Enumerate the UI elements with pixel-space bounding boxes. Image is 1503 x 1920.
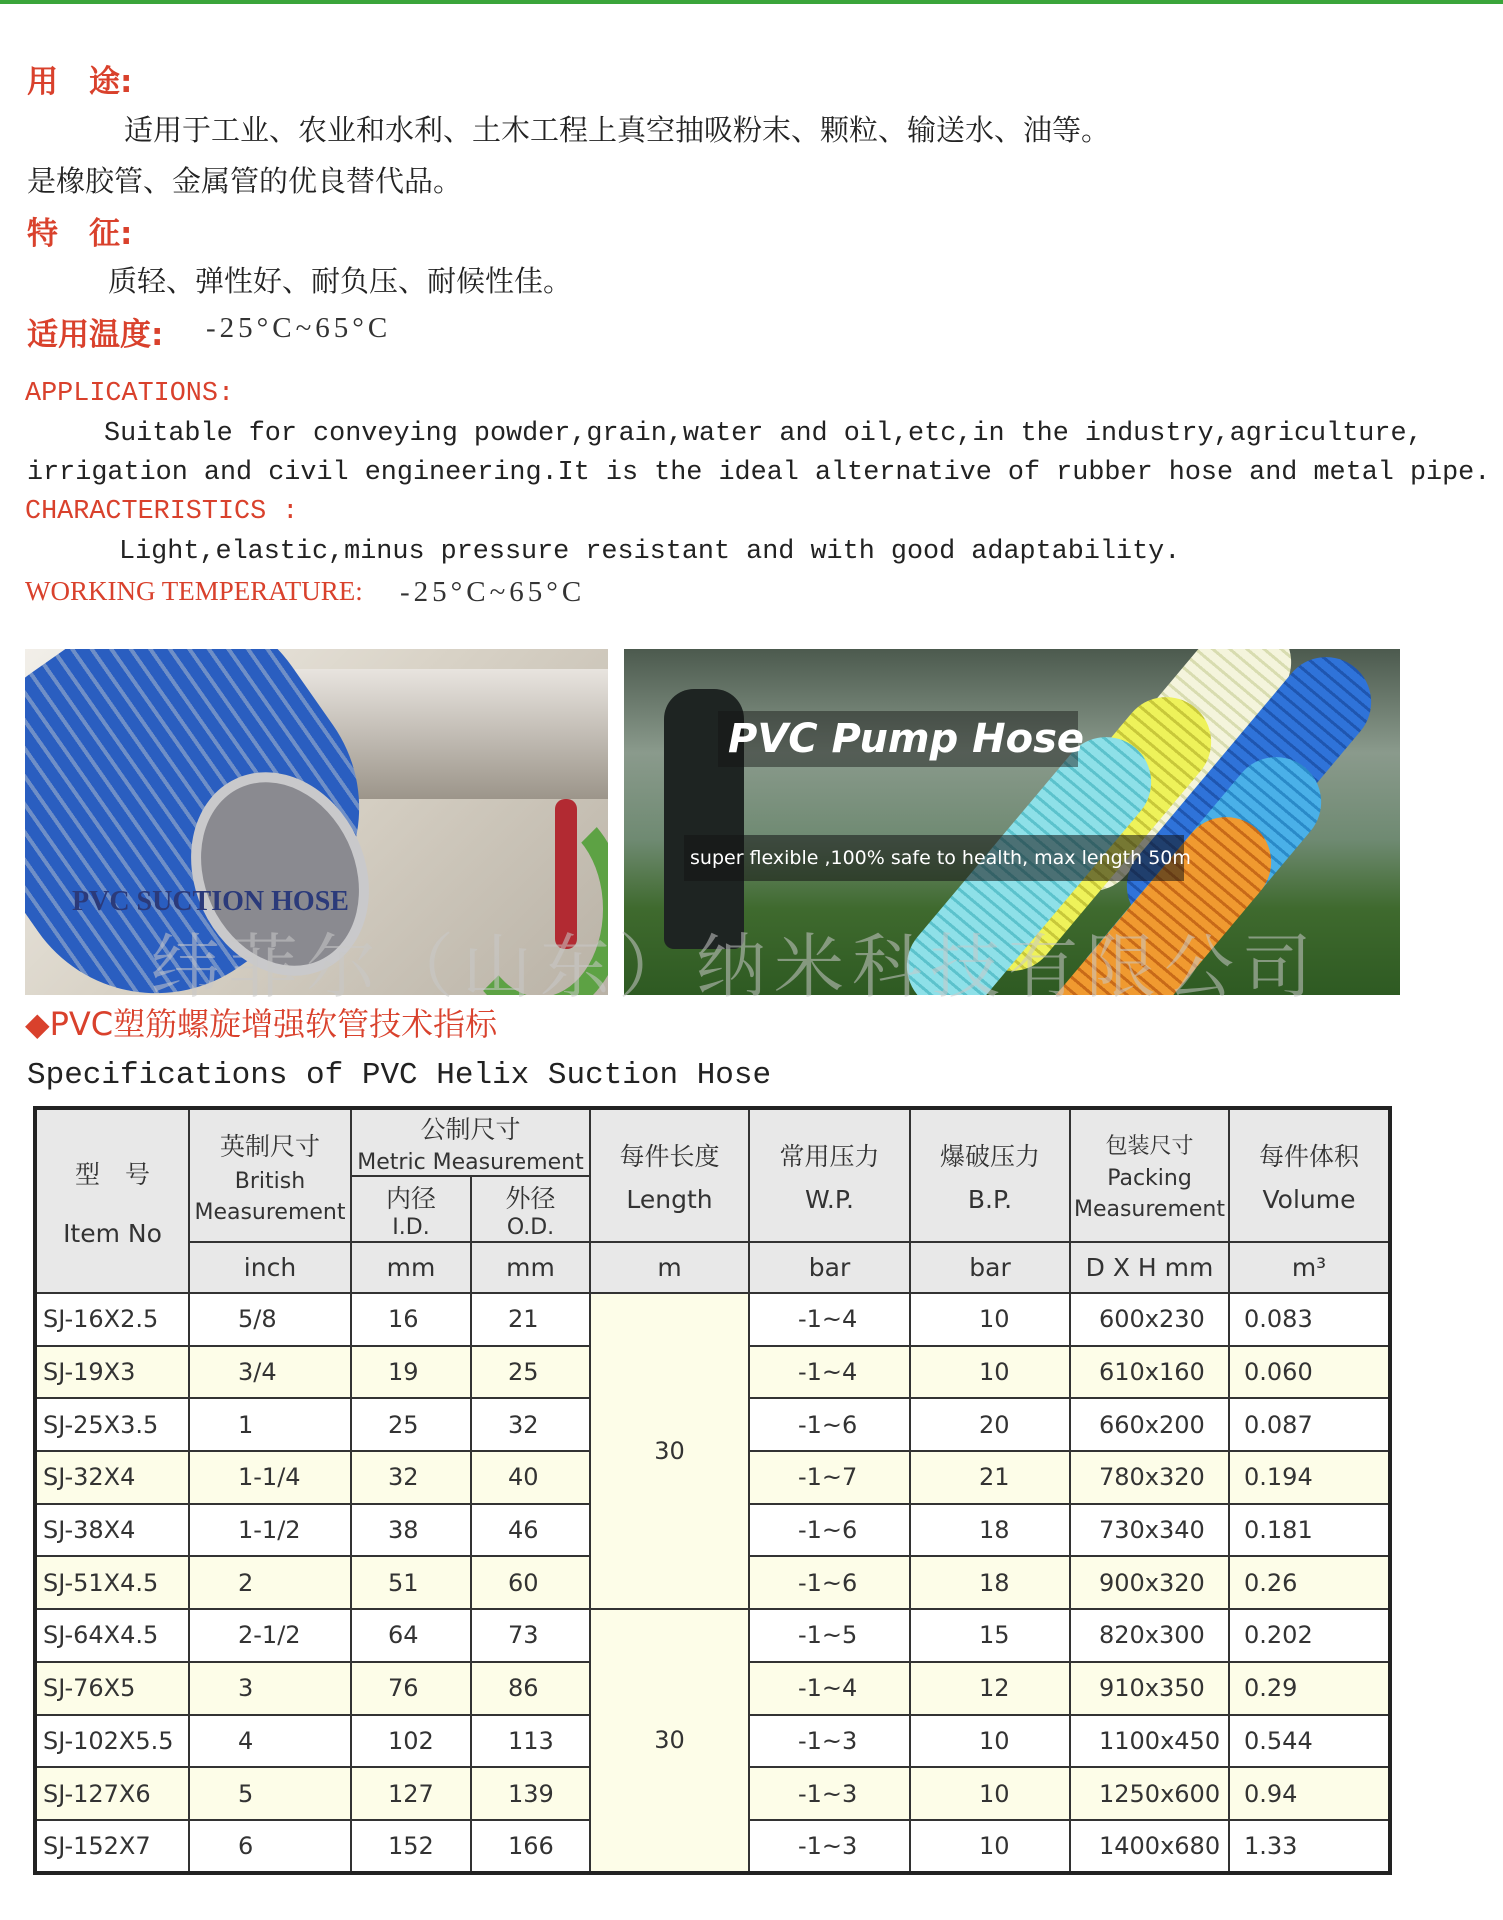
cell-wp: -1~6	[749, 1556, 910, 1609]
cell-bp: 10	[910, 1820, 1070, 1873]
cell-pack: 900x320	[1070, 1556, 1229, 1609]
cell-bp: 10	[910, 1293, 1070, 1346]
cell-vol: 0.202	[1229, 1609, 1390, 1662]
cell-od: 40	[471, 1451, 590, 1504]
cell-od: 139	[471, 1767, 590, 1820]
cell-wp: -1~3	[749, 1820, 910, 1873]
cell-od: 166	[471, 1820, 590, 1873]
cell-od: 60	[471, 1556, 590, 1609]
cell-wp: -1~4	[749, 1293, 910, 1346]
top-divider	[0, 0, 1503, 4]
cell-bp: 18	[910, 1504, 1070, 1557]
characteristics-text: Light,elastic,minus pressure resistant and with good adaptability.	[119, 537, 1181, 567]
cell-vol: 0.29	[1229, 1662, 1390, 1715]
unit-wp-bar: bar	[749, 1242, 910, 1293]
pump-hose-subtitle: super flexible ,100% safe to health, max length 50m	[684, 835, 1184, 881]
temp-value-cn: -25°C~65°C	[206, 312, 392, 344]
spec-table	[33, 1106, 1392, 1875]
cell-pack: 600x230	[1070, 1293, 1229, 1346]
cell-wp: -1~3	[749, 1767, 910, 1820]
cell-vol: 0.26	[1229, 1556, 1390, 1609]
cell-bp: 12	[910, 1662, 1070, 1715]
cell-item: SJ-19X3	[35, 1346, 189, 1399]
cell-pack: 910x350	[1070, 1662, 1229, 1715]
cell-inch: 3	[189, 1662, 351, 1715]
cell-pack: 780x320	[1070, 1451, 1229, 1504]
cell-id: 51	[351, 1556, 471, 1609]
characteristics-label: CHARACTERISTICS :	[25, 497, 299, 527]
spec-title-cn	[25, 1006, 497, 1043]
cell-od: 46	[471, 1504, 590, 1557]
header-british: 英制尺寸 British Measurement	[189, 1108, 351, 1242]
cell-wp: -1~3	[749, 1715, 910, 1768]
cell-bp: 15	[910, 1609, 1070, 1662]
cell-pack: 610x160	[1070, 1346, 1229, 1399]
header-wp: 常用压力 W.P.	[749, 1108, 910, 1242]
table-row	[35, 1293, 1390, 1346]
spec-title-cn-text: PVC塑筋螺旋增强软管技术指标	[49, 1005, 498, 1043]
cell-vol: 1.33	[1229, 1820, 1390, 1873]
cell-pack: 730x340	[1070, 1504, 1229, 1557]
cell-inch: 5/8	[189, 1293, 351, 1346]
cell-id: 25	[351, 1398, 471, 1451]
cell-vol: 0.060	[1229, 1346, 1390, 1399]
cell-od: 25	[471, 1346, 590, 1399]
cell-id: 152	[351, 1820, 471, 1873]
cell-id: 127	[351, 1767, 471, 1820]
feature-text: 质轻、弹性好、耐负压、耐候性佳。	[108, 264, 573, 298]
diamond-icon: ◆	[25, 1005, 50, 1043]
cell-inch: 1	[189, 1398, 351, 1451]
applications-label: APPLICATIONS:	[25, 379, 235, 409]
header-od: 外径 O.D.	[471, 1176, 590, 1242]
cell-id: 19	[351, 1346, 471, 1399]
cell-pack: 660x200	[1070, 1398, 1229, 1451]
unit-packing: D X H mm	[1070, 1242, 1229, 1293]
cell-vol: 0.087	[1229, 1398, 1390, 1451]
cell-wp: -1~6	[749, 1398, 910, 1451]
unit-od-mm: mm	[471, 1242, 590, 1293]
cell-vol: 0.083	[1229, 1293, 1390, 1346]
cell-bp: 18	[910, 1556, 1070, 1609]
header-id: 内径 I.D.	[351, 1176, 471, 1242]
header-length: 每件长度 Length	[590, 1108, 749, 1242]
cell-length: 30	[590, 1609, 749, 1872]
cell-wp: -1~5	[749, 1609, 910, 1662]
header-packing: 包装尺寸 Packing Measurement	[1070, 1108, 1229, 1242]
cell-inch: 2-1/2	[189, 1609, 351, 1662]
cell-item: SJ-32X4	[35, 1451, 189, 1504]
cell-pack: 1100x450	[1070, 1715, 1229, 1768]
cell-item: SJ-51X4.5	[35, 1556, 189, 1609]
cell-item: SJ-38X4	[35, 1504, 189, 1557]
cell-inch: 2	[189, 1556, 351, 1609]
cell-id: 76	[351, 1662, 471, 1715]
cell-od: 86	[471, 1662, 590, 1715]
cell-inch: 1-1/2	[189, 1504, 351, 1557]
cell-inch: 6	[189, 1820, 351, 1873]
unit-inch: inch	[189, 1242, 351, 1293]
cell-inch: 3/4	[189, 1346, 351, 1399]
applications-text-2: irrigation and civil engineering.It is the ideal alternative of rubber hose and metal pipe.	[27, 458, 1491, 488]
cell-bp: 10	[910, 1767, 1070, 1820]
spec-title-en: Specifications of PVC Helix Suction Hose	[27, 1058, 772, 1093]
cell-item: SJ-16X2.5	[35, 1293, 189, 1346]
cell-id: 38	[351, 1504, 471, 1557]
cell-inch: 5	[189, 1767, 351, 1820]
unit-id-mm: mm	[351, 1242, 471, 1293]
use-text-2: 是橡胶管、金属管的优良替代品。	[27, 164, 463, 198]
cell-id: 102	[351, 1715, 471, 1768]
cell-item: SJ-25X3.5	[35, 1398, 189, 1451]
unit-bp-bar: bar	[910, 1242, 1070, 1293]
table-row	[35, 1609, 1390, 1662]
header-bp: 爆破压力 B.P.	[910, 1108, 1070, 1242]
company-watermark: 纬菲尔（山东）纳米科技有限公司	[150, 926, 1320, 1008]
cell-wp: -1~6	[749, 1504, 910, 1557]
cell-od: 73	[471, 1609, 590, 1662]
cell-od: 32	[471, 1398, 590, 1451]
use-label: 用 途:	[27, 64, 133, 100]
cell-inch: 4	[189, 1715, 351, 1768]
unit-volume: m³	[1229, 1242, 1390, 1293]
cell-id: 16	[351, 1293, 471, 1346]
cell-vol: 0.181	[1229, 1504, 1390, 1557]
cell-id: 32	[351, 1451, 471, 1504]
cell-vol: 0.194	[1229, 1451, 1390, 1504]
cell-pack: 1250x600	[1070, 1767, 1229, 1820]
header-item-no: 型 号 Item No	[35, 1108, 189, 1293]
header-metric: 公制尺寸 Metric Measurement	[351, 1108, 590, 1176]
cell-bp: 21	[910, 1451, 1070, 1504]
cell-item: SJ-64X4.5	[35, 1609, 189, 1662]
cell-item: SJ-127X6	[35, 1767, 189, 1820]
cell-item: SJ-76X5	[35, 1662, 189, 1715]
cell-vol: 0.544	[1229, 1715, 1390, 1768]
working-temp-value: -25°C~65°C	[400, 576, 586, 608]
suction-hose-caption: PVC SUCTION HOSE	[72, 886, 349, 917]
cell-pack: 1400x680	[1070, 1820, 1229, 1873]
use-text-1: 适用于工业、农业和水利、土木工程上真空抽吸粉末、颗粒、输送水、油等。	[124, 113, 1111, 147]
temp-label-cn: 适用温度:	[27, 317, 164, 353]
header-volume: 每件体积 Volume	[1229, 1108, 1390, 1242]
cell-vol: 0.94	[1229, 1767, 1390, 1820]
cell-bp: 20	[910, 1398, 1070, 1451]
cell-wp: -1~4	[749, 1662, 910, 1715]
cell-od: 21	[471, 1293, 590, 1346]
working-temp-label: WORKING TEMPERATURE:	[25, 576, 363, 606]
cell-id: 64	[351, 1609, 471, 1662]
cell-item: SJ-102X5.5	[35, 1715, 189, 1768]
pump-hose-title: PVC Pump Hose	[718, 711, 1078, 767]
cell-od: 113	[471, 1715, 590, 1768]
cell-length: 30	[590, 1293, 749, 1609]
cell-inch: 1-1/4	[189, 1451, 351, 1504]
feature-label: 特 征:	[27, 216, 133, 252]
applications-text-1: Suitable for conveying powder,grain,water and oil,etc,in the industry,agriculture,	[104, 419, 1423, 449]
cell-wp: -1~4	[749, 1346, 910, 1399]
unit-length-m: m	[590, 1242, 749, 1293]
cell-wp: -1~7	[749, 1451, 910, 1504]
cell-pack: 820x300	[1070, 1609, 1229, 1662]
cell-bp: 10	[910, 1715, 1070, 1768]
cell-item: SJ-152X7	[35, 1820, 189, 1873]
cell-bp: 10	[910, 1346, 1070, 1399]
